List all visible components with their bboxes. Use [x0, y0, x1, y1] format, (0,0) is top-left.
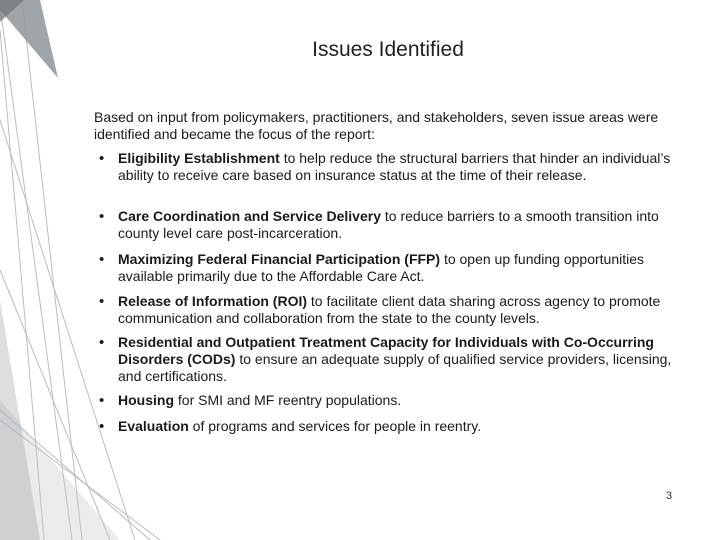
issue-description: to ensure an adequate supply of qualified service providers, licensing, and certifications. — [118, 351, 672, 384]
issue-description: to help reduce the structural barriers that hinder an individual’s ability to receive care based on insurance status at the time of their release. — [118, 150, 671, 183]
list-item — [95, 334, 690, 385]
bullet-icon: • — [99, 208, 105, 225]
list-item — [95, 251, 690, 285]
issue-description: to facilitate client data sharing across agency to promote communication and collaboration from the state to the county levels. — [118, 293, 661, 326]
bullet-icon: • — [99, 334, 105, 351]
slide-title: Issues Identified — [312, 38, 464, 61]
issue-heading: Housing — [118, 392, 174, 408]
issue-description: to reduce barriers to a smooth transition into county level care post-incarceration. — [118, 208, 659, 241]
bullet-icon: • — [99, 251, 105, 268]
issue-heading: Care Coordination and Service Delivery — [118, 208, 381, 224]
list-item — [95, 418, 690, 435]
issue-description: of programs and services for people in reentry. — [188, 418, 482, 434]
intro-paragraph: Based on input from policymakers, practitioners, and stakeholders, seven issue areas were identified and became the focus of the report: — [94, 109, 659, 142]
bullet-icon: • — [99, 293, 105, 310]
issue-heading: Release of Information (ROI) — [118, 293, 308, 309]
page-number: 3 — [666, 490, 673, 502]
list-item — [95, 150, 690, 184]
issue-description: for SMI and MF reentry populations. — [174, 392, 402, 408]
issue-heading: Evaluation — [118, 418, 189, 434]
issue-heading: Eligibility Establishment — [118, 150, 280, 166]
list-item — [95, 293, 690, 327]
bullet-icon: • — [99, 418, 105, 435]
issue-heading: Residential and Outpatient Treatment Capacity for Individuals with Co-Occurring Disorders (CODs) — [118, 334, 654, 367]
issue-description: to open up funding opportunities available primarily due to the Affordable Care Act. — [118, 251, 644, 284]
bullet-icon: • — [99, 392, 105, 409]
issue-heading: Maximizing Federal Financial Participation (FFP) — [118, 251, 441, 267]
list-item — [95, 208, 690, 242]
list-item — [95, 392, 690, 409]
bullet-icon: • — [99, 150, 105, 167]
